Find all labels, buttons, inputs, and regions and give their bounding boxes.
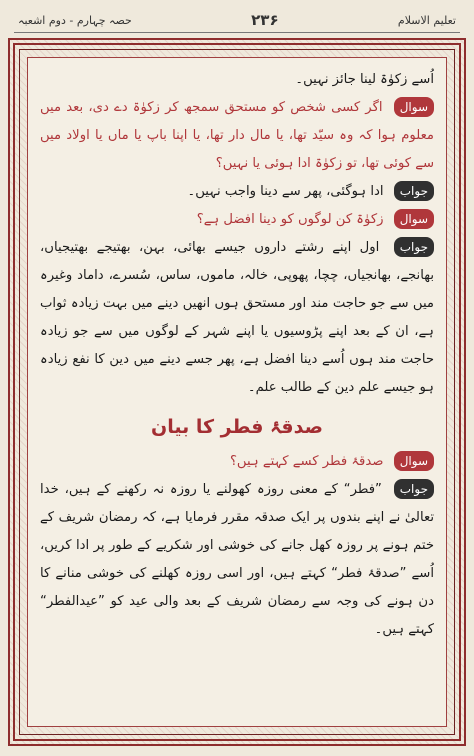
answer-label: جواب xyxy=(394,479,434,499)
question-text: اگر کسی شخص کو مستحق سمجھ کر زکوٰۃ دے دی، بعد میں معلوم ہوا کہ وہ سیّد تھا، یا مال دار تھا، یا اپنا باپ یا ماں یا اولاد میں سے کوئی تھا، تو زکوٰۃ ادا ہوئی یا نہیں؟ xyxy=(40,100,434,171)
ornamental-border xyxy=(8,38,466,746)
text-panel xyxy=(27,57,447,727)
running-head-right: حصہ چہارم - دوم اشعبہ xyxy=(18,13,132,27)
header-rule xyxy=(14,32,460,33)
question-label: سوال xyxy=(394,97,434,117)
question-text: زکوٰۃ کن لوگوں کو دینا افضل ہے؟ xyxy=(196,212,384,227)
paragraph: اُسے زکوٰۃ لینا جائز نہیں۔ xyxy=(295,72,434,87)
question-text: صدقۂ فطر کسے کہتے ہیں؟ xyxy=(229,454,384,469)
question-3 xyxy=(40,448,434,476)
running-head-left: تعلیم الاسلام xyxy=(397,13,456,27)
question-label: سوال xyxy=(394,451,434,471)
question-2 xyxy=(40,206,434,234)
page-content xyxy=(40,66,434,718)
answer-label: جواب xyxy=(394,181,434,201)
section-heading: صدقۂ فطر کا بیان xyxy=(151,416,323,438)
answer-label: جواب xyxy=(394,237,434,257)
page-number: ۲۳۶ xyxy=(251,11,279,29)
answer-text: ”فطر“ کے معنی روزہ کھولنے یا روزہ نہ رکھنے کے ہیں، خدا تعالیٰ نے اپنے بندوں پر ایک صدقہ مقرر فرمایا ہے، کہ رمضان شریف کے ختم ہونے پر روزہ کھل جانے کی خوشی اور شکریے کے طور پر ادا کریں، اُسے ”صدقۂ فطر“ کہتے ہیں، اور اسی روزہ کھلنے کی خوشی منانے کا دن ہونے کی وجہ سے رمضان شریف کے بعد والی عید کو ”عیدالفطر“ کہتے ہیں۔ xyxy=(40,482,434,637)
answer-text: اول اپنے رشتے داروں جیسے بھائی، بہن، بھتیجے بھتیجیاں، بھانجے، بھانجیاں، چچا، پھوپی، خالہ، ماموں، ساس، سُسرے، داماد وغیرہ میں سے جو حاجت مند اور مستحق ہوں انھیں دینے میں بہت زیادہ ثواب ہے، ان کے بعد اپنے پڑوسیوں یا اپنے شہر کے لوگوں میں سے جو زیادہ حاجت مند ہوں اُسے دینا افضل ہے، پھر جسے دینے میں دین کا نفع زیادہ ہو جیسے علم دین کے طالب علم۔ xyxy=(40,240,434,395)
answer-text: ادا ہوگئی، پھر سے دینا واجب نہیں۔ xyxy=(187,184,384,199)
question-label: سوال xyxy=(394,209,434,229)
answer-2 xyxy=(40,234,434,402)
running-head xyxy=(18,10,456,30)
answer-1 xyxy=(40,178,434,206)
question-1 xyxy=(40,94,434,178)
answer-3 xyxy=(40,476,434,644)
